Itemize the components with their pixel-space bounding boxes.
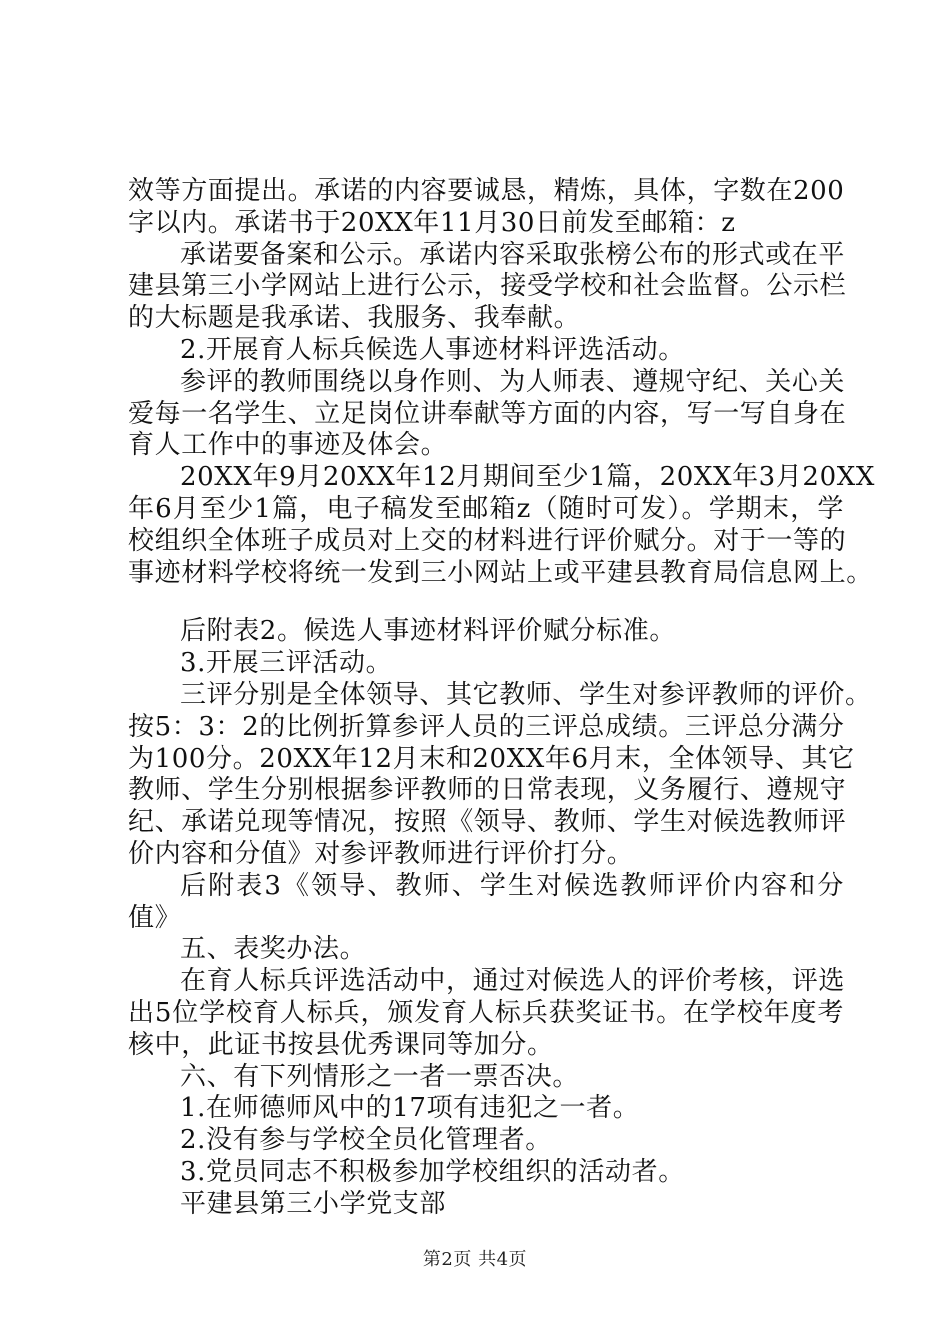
list-item: 1.在师德师风中的17项有违犯之一者。 — [180, 1093, 640, 1124]
text-line: 核中，此证书按县优秀课同等加分。 — [128, 1029, 554, 1060]
text-line: 年6月至少1篇，电子稿发至邮箱z（随时可发）。学期末，学 — [128, 493, 844, 524]
text-line: 事迹材料学校将统一发到三小网站上或平建县教育局信息网上。 — [128, 557, 873, 588]
section-heading: 2.开展育人标兵候选人事迹材料评选活动。 — [180, 334, 685, 365]
paragraph-first-line: 参评的教师围绕以身作则、为人师表、遵规守纪、关心关 — [180, 366, 846, 397]
text-line: 育人工作中的事迹及体会。 — [128, 430, 448, 461]
signature-line: 平建县第三小学党支部 — [180, 1188, 447, 1219]
paragraph-first-line: 在育人标兵评选活动中，通过对候选人的评价考核，评选 — [180, 966, 846, 997]
text-line: 值》 — [128, 902, 182, 933]
appendix-note: 后附表2。候选人事迹材料评价赋分标准。 — [180, 616, 676, 647]
document-body — [128, 176, 875, 1221]
list-item: 2.没有参与学校全员化管理者。 — [180, 1125, 552, 1156]
text-line: 爱每一名学生、立足岗位讲奉献等方面的内容，写一写自身在 — [128, 398, 847, 429]
text-line: 为100分。20XX年12月末和20XX年6月末，全体领导、其它 — [128, 743, 855, 774]
page-number: 第2页 共4页 — [422, 1249, 528, 1270]
paragraph-first-line: 20XX年9月20XX年12月期间至少1篇，20XX年3月20XX — [180, 462, 875, 493]
paragraph-first-line: 承诺要备案和公示。承诺内容采取张榜公布的形式或在平 — [180, 239, 846, 270]
paragraph-gap — [128, 589, 844, 616]
paragraph-first-line: 三评分别是全体领导、其它教师、学生对参评教师的评价。 — [180, 679, 872, 710]
text-line: 出5位学校育人标兵，颁发育人标兵获奖证书。在学校年度考 — [128, 997, 844, 1028]
text-line: 价内容和分值》对参评教师进行评价打分。 — [128, 838, 634, 869]
text-line: 字以内。承诺书于20XX年11月30日前发至邮箱：z — [128, 207, 736, 238]
text-line: 校组织全体班子成员对上交的材料进行评价赋分。对于一等的 — [128, 525, 847, 556]
section-heading: 五、表奖办法。 — [180, 934, 367, 965]
text-line: 纪、承诺兑现等情况，按照《领导、教师、学生对候选教师评 — [128, 807, 847, 838]
text-line: 建县第三小学网站上进行公示，接受学校和社会监督。公示栏 — [128, 271, 847, 302]
appendix-note: 后附表3《领导、教师、学生对候选教师评价内容和分 — [180, 870, 844, 901]
text-line: 教师、学生分别根据参评教师的日常表现，义务履行、遵规守 — [128, 775, 847, 806]
section-heading: 六、有下列情形之一者一票否决。 — [180, 1061, 580, 1092]
text-line: 的大标题是我承诺、我服务、我奉献。 — [128, 303, 581, 334]
list-item: 3.党员同志不积极参加学校组织的活动者。 — [180, 1156, 685, 1187]
text-line: 效等方面提出。承诺的内容要诚恳，精炼，具体，字数在200 — [128, 176, 845, 206]
section-heading: 3.开展三评活动。 — [180, 648, 393, 679]
text-line: 按5：3：2的比例折算参评人员的三评总成绩。三评总分满分 — [128, 711, 845, 742]
